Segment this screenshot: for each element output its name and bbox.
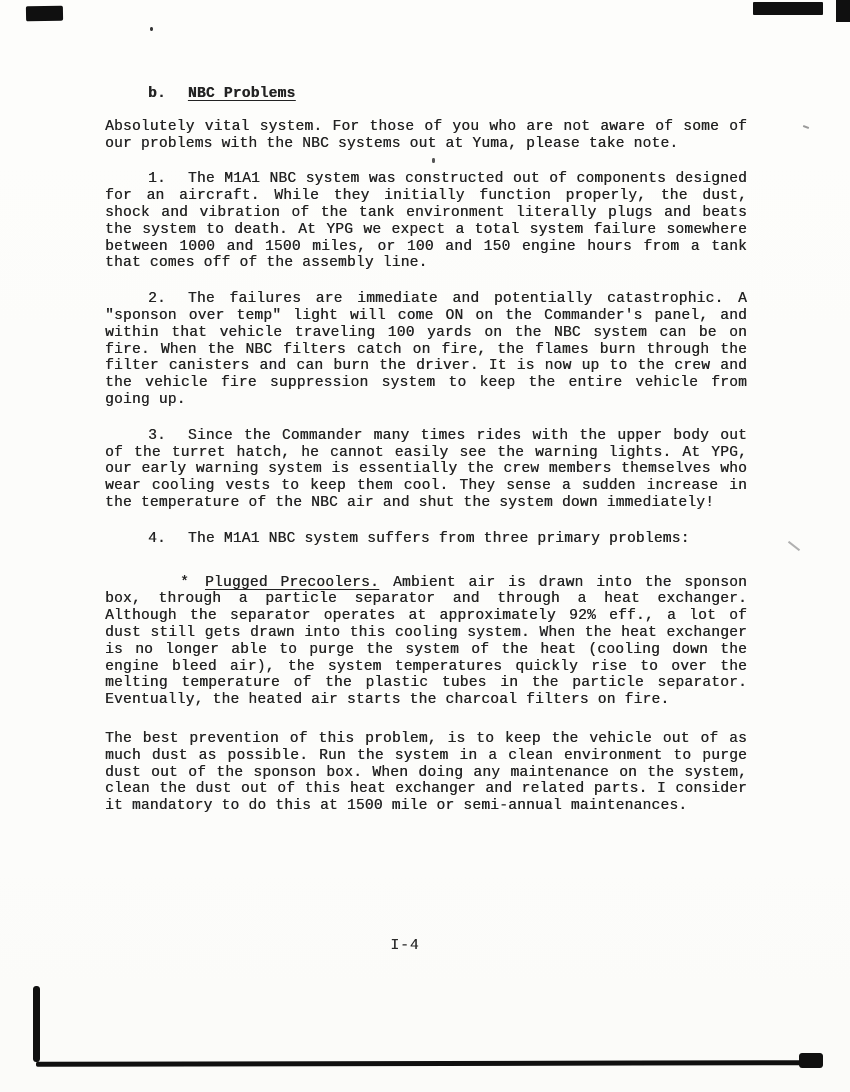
scan-artifact-left-bar (33, 986, 40, 1062)
closing-paragraph (105, 731, 747, 815)
numbered-paragraph-2 (105, 291, 747, 409)
scan-artifact-top-right (753, 2, 823, 15)
intro-paragraph-text: Absolutely vital system. For those of you who are not aware of some of our problems with the NBC systems out at Yuma, please take note. (105, 118, 747, 152)
section-heading (105, 86, 747, 103)
numbered-paragraph-4 (105, 531, 747, 548)
scan-artifact-top-left (26, 6, 63, 22)
page-number: I-4 (390, 938, 420, 954)
bullet-text: Ambient air is drawn into the sponson box, through a particle separator and through a heat exchanger. Although the separator operates at approximately 92% eff., a lot of dust still gets drawn into this cooling system. When the heat exchanger is no longer able to purge the system of the heat (cooling down the engine bleed air), the system temperatures quickly rise to over the melting temperature of the plastic tubes in the particle separator. Eventually, the heated air starts the charcoal filters on fire. (105, 574, 747, 709)
closing-paragraph-text: The best prevention of this problem, is to keep the vehicle out of as much dust as possible. Run the system in a clean environment to purge dust out of the sponson box. When doing any maintenance on the system, clean the dust out of this heat exchanger and related parts. I consider it mandatory to do this at 1500 mile or semi-annual maintenances. (105, 730, 747, 815)
numbered-paragraph-1 (105, 171, 747, 272)
scan-artifact-corner-right (836, 0, 850, 22)
document-body (105, 86, 747, 834)
intro-paragraph (105, 119, 747, 153)
paragraph-text: The M1A1 NBC system was constructed out of components designed for an aircraft. While they initially function properly, the dust, shock and vibration of the tank environment literally plugs and beats the system to death. At YPG we expect a total system failure somewhere between 1000 and 1500 miles, or 100 and 150 engine hours from a tank that comes off of the assembly line. (105, 171, 747, 272)
heading-label: b. (148, 86, 166, 102)
paragraph-text: Since the Commander many times rides with the upper body out of the turret hatch, he cannot easily see the warning lights. At YPG, our early warning system is essentially the crew members themselves who wear cooling vests to keep them cool. They sense a sudden increase in the temperature of the NBC air and shut the system down immediately! (105, 427, 747, 511)
paragraph-number: 1. (148, 171, 166, 188)
bullet-marker: * (180, 574, 189, 591)
bullet-paragraph (105, 575, 747, 709)
scan-artifact-bottom-blob (799, 1053, 823, 1068)
bullet-title: Plugged Precoolers. (204, 574, 379, 591)
paragraph-number: 3. (148, 427, 166, 444)
numbered-paragraph-3 (105, 428, 747, 512)
scan-speck (788, 541, 800, 551)
paragraph-text: The M1A1 NBC system suffers from three primary problems: (187, 530, 690, 547)
paragraph-number: 4. (148, 530, 166, 547)
scan-speck (150, 27, 153, 31)
heading-title: NBC Problems (187, 86, 296, 102)
scan-artifact-bottom-line (36, 1060, 810, 1067)
paragraph-text: The failures are immediate and potentially catastrophic. A "sponson over temp" light will come ON on the Commander's panel, and within that vehicle traveling 100 yards on the NBC system can be on fire. When the NBC filters catch on fire, the flames burn through the filter canisters and can burn the driver. It is now up to the crew and the vehicle fire suppression system to keep the entire vehicle from going up. (105, 291, 747, 408)
paragraph-number: 2. (148, 291, 166, 308)
scan-speck (803, 125, 809, 129)
